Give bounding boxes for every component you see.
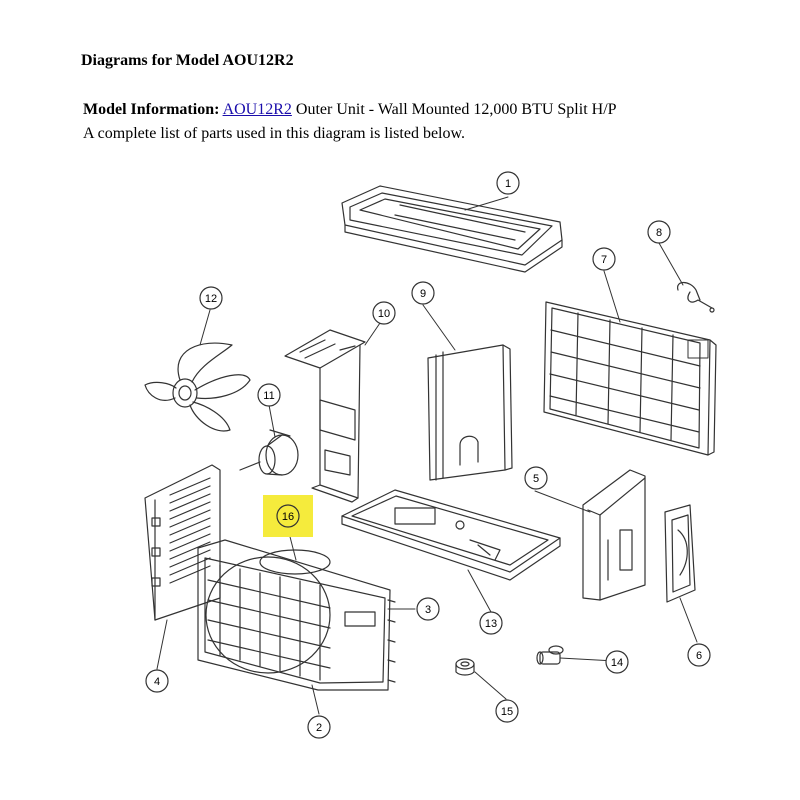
partition-plate-part [428,345,512,480]
callout-part-14 [606,651,628,673]
callout-part-10 [373,302,395,324]
handle-cover-part [665,505,695,602]
callout-label: 4 [153,676,161,688]
front-panel-part [198,540,395,690]
propeller-fan-part [145,343,250,431]
right-side-panel-part [583,470,645,600]
valve-fitting-part [537,646,563,664]
model-description: Outer Unit - Wall Mounted 12,000 BTU Split H/P [291,101,617,118]
callout-part-7 [593,248,615,270]
callout-label: 7 [600,254,608,266]
leader-lines [157,197,697,714]
callout-part-8 [648,221,670,243]
page-title: Diagrams for Model AOU12R2 [81,52,294,69]
fan-motor-part [240,430,298,475]
callout-label: 3 [424,604,432,616]
callout-label: 12 [204,293,218,305]
callout-label: 2 [315,722,323,734]
callout-layer [146,172,710,738]
sensor-wire-part [678,283,714,313]
parts-list-note: A complete list of parts used in this diagram is listed below. [83,125,466,142]
callout-label: 14 [610,657,624,669]
callout-label: 10 [377,308,391,320]
callout-label: 11 [263,390,275,402]
callout-part-6 [688,644,710,666]
callout-part-1 [497,172,519,194]
callout-label: 9 [419,288,427,300]
callout-label: 13 [484,618,498,630]
callout-label: 1 [504,178,512,190]
callout-part-9 [412,282,434,304]
control-box-part [285,330,365,502]
base-pan-part [342,490,560,580]
callout-part-11 [258,384,280,406]
callout-part-4 [146,670,168,692]
top-panel-part [342,186,562,272]
callout-part-16 [263,495,313,537]
callout-label: 15 [500,706,514,718]
callout-label: 6 [695,650,703,662]
callout-part-2 [308,716,330,738]
callout-label: 8 [655,227,663,239]
cap-part [456,659,474,675]
model-info-label: Model Information: [83,101,220,118]
callout-label: 5 [532,473,540,485]
callout-part-5 [525,467,547,489]
model-link[interactable]: AOU12R2 [222,101,292,118]
callout-label: 16 [281,511,295,523]
callout-part-13 [480,612,502,634]
callout-part-15 [496,700,518,722]
callout-part-3 [417,598,439,620]
condenser-coil-part [544,302,716,455]
callout-part-12 [200,287,222,309]
